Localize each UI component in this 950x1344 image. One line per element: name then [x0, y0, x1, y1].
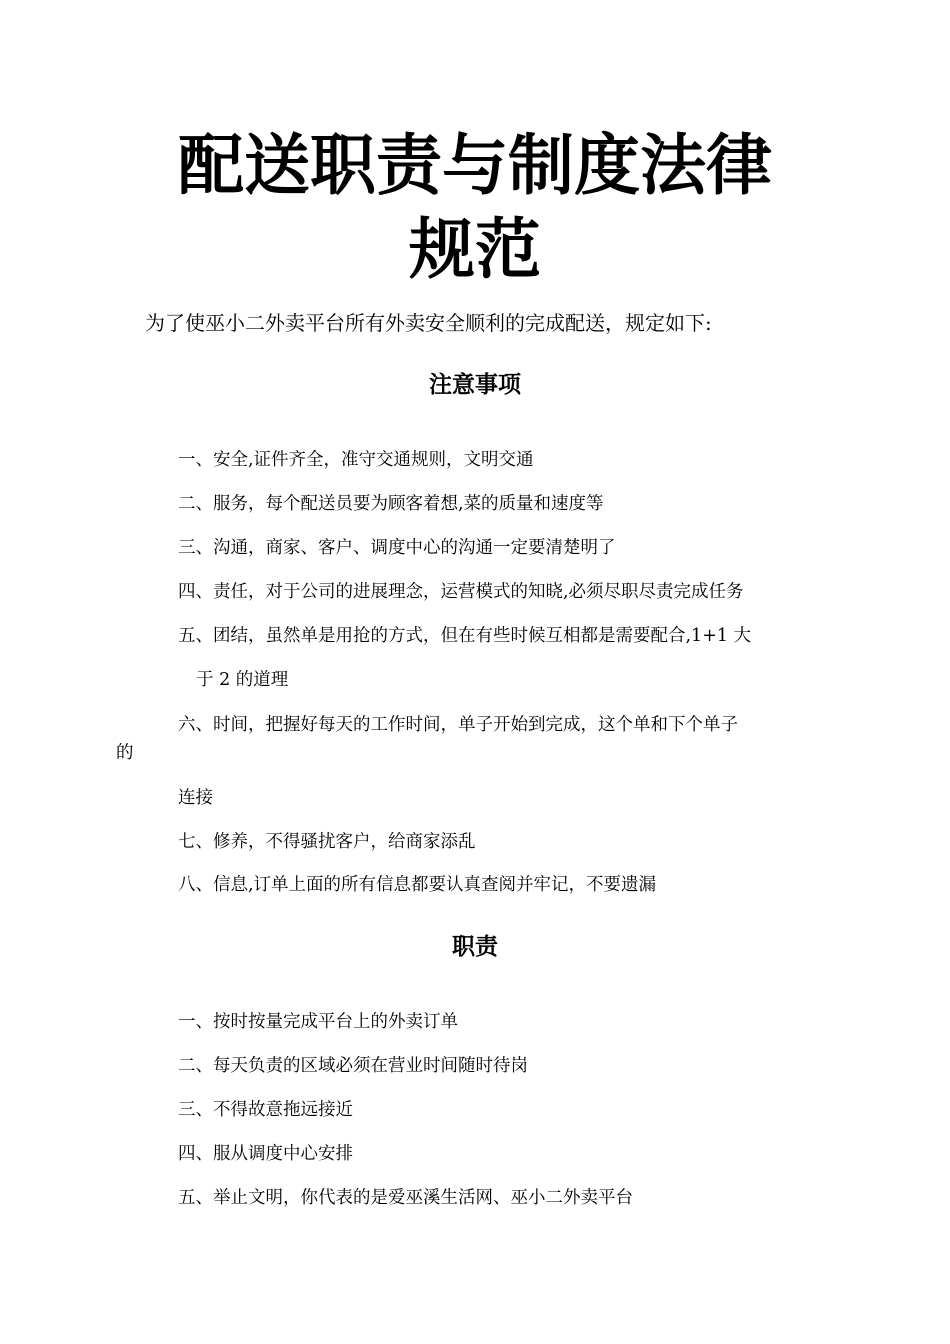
duty-item: 二、每天负责的区域必须在营业时间随时待岗 [178, 1056, 528, 1076]
notice-item-continuation: 于 2 的道理 [196, 670, 289, 690]
notice-item: 七、修养，不得骚扰客户，给商家添乱 [178, 832, 476, 852]
notice-item-continuation: 连接 [178, 788, 213, 808]
notice-item: 三、沟通，商家、客户、调度中心的沟通一定要清楚明了 [178, 538, 616, 558]
duties-heading: 职责 [452, 934, 498, 960]
notice-item: 四、责任，对于公司的进展理念，运营模式的知晓,必须尽职尽责完成任务 [178, 582, 744, 602]
document-title-line-2: 规范 [409, 211, 541, 288]
duty-item: 五、举止文明，你代表的是爱巫溪生活网、巫小二外卖平台 [178, 1188, 633, 1208]
document-title-line-1: 配送职责与制度法律 [178, 127, 772, 204]
duty-item: 四、服从调度中心安排 [178, 1144, 353, 1164]
notice-item: 六、时间，把握好每天的工作时间，单子开始到完成，这个单和下个单子 [178, 715, 738, 735]
notice-item: 二、服务，每个配送员要为顾客着想,菜的质量和速度等 [178, 494, 604, 514]
notice-item: 五、团结，虽然单是用抢的方式，但在有些时候互相都是需要配合,1+1 大 [178, 626, 752, 646]
intro-paragraph: 为了使巫小二外卖平台所有外卖安全顺利的完成配送，规定如下: [145, 311, 712, 335]
notice-item: 一、安全,证件齐全，准守交通规则，文明交通 [178, 450, 534, 470]
notice-item-continuation: 的 [116, 743, 134, 763]
notice-item: 八、信息,订单上面的所有信息都要认真查阅并牢记，不要遗漏 [178, 875, 657, 895]
notices-heading: 注意事项 [429, 372, 521, 398]
duty-item: 三、不得故意拖远接近 [178, 1100, 353, 1120]
duty-item: 一、按时按量完成平台上的外卖订单 [178, 1012, 458, 1032]
